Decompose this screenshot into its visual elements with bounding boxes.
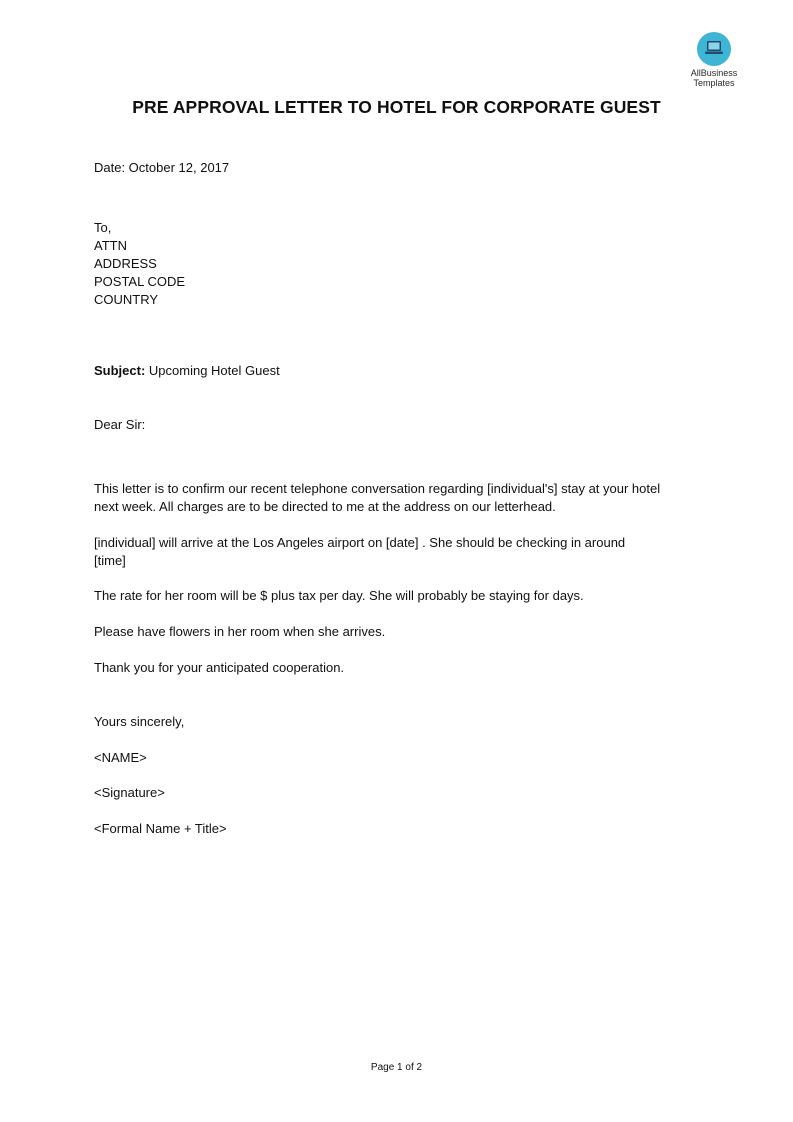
body-paragraph-1-line-2: next week. All charges are to be directed to me at the address on our letterhead. bbox=[94, 499, 556, 514]
recipient-to: To, bbox=[94, 220, 112, 235]
recipient-postal-code: POSTAL CODE bbox=[94, 274, 186, 289]
salutation: Dear Sir: bbox=[94, 417, 146, 432]
body-paragraph-2-line-1: [individual] will arrive at the Los Angeles airport on [date] . She should be checking in around bbox=[94, 535, 626, 550]
closing-name: <NAME> bbox=[94, 750, 147, 765]
subject-line bbox=[94, 362, 280, 380]
brand-logo bbox=[680, 32, 748, 88]
letter-date: Date: October 12, 2017 bbox=[94, 160, 230, 175]
closing-formal-name-title: <Formal Name + Title> bbox=[94, 821, 227, 836]
logo-text-line2: Templates bbox=[693, 78, 735, 88]
recipient-address: ADDRESS bbox=[94, 256, 157, 271]
recipient-country: COUNTRY bbox=[94, 292, 159, 307]
body-paragraph-4: Please have flowers in her room when she arrives. bbox=[94, 624, 386, 639]
document-title: PRE APPROVAL LETTER TO HOTEL FOR CORPORATE GUEST bbox=[132, 97, 661, 117]
subject-label: Subject: bbox=[94, 363, 146, 378]
body-paragraph-5: Thank you for your anticipated cooperation. bbox=[94, 660, 345, 675]
body-paragraph-2-line-2: [time] bbox=[94, 553, 126, 568]
body-paragraph-3: The rate for her room will be $ plus tax per day. She will probably be staying for days. bbox=[94, 588, 584, 603]
recipient-attn: ATTN bbox=[94, 238, 127, 253]
closing-sincerely: Yours sincerely, bbox=[94, 714, 185, 729]
laptop-icon bbox=[697, 32, 731, 66]
body-paragraph-1-line-1: This letter is to confirm our recent telephone conversation regarding [individual's] stay at your hotel bbox=[94, 481, 661, 496]
logo-text-line1: AllBusiness bbox=[690, 68, 738, 78]
subject-text: Upcoming Hotel Guest bbox=[145, 363, 280, 378]
closing-signature: <Signature> bbox=[94, 785, 165, 800]
page-number: Page 1 of 2 bbox=[370, 1062, 423, 1073]
